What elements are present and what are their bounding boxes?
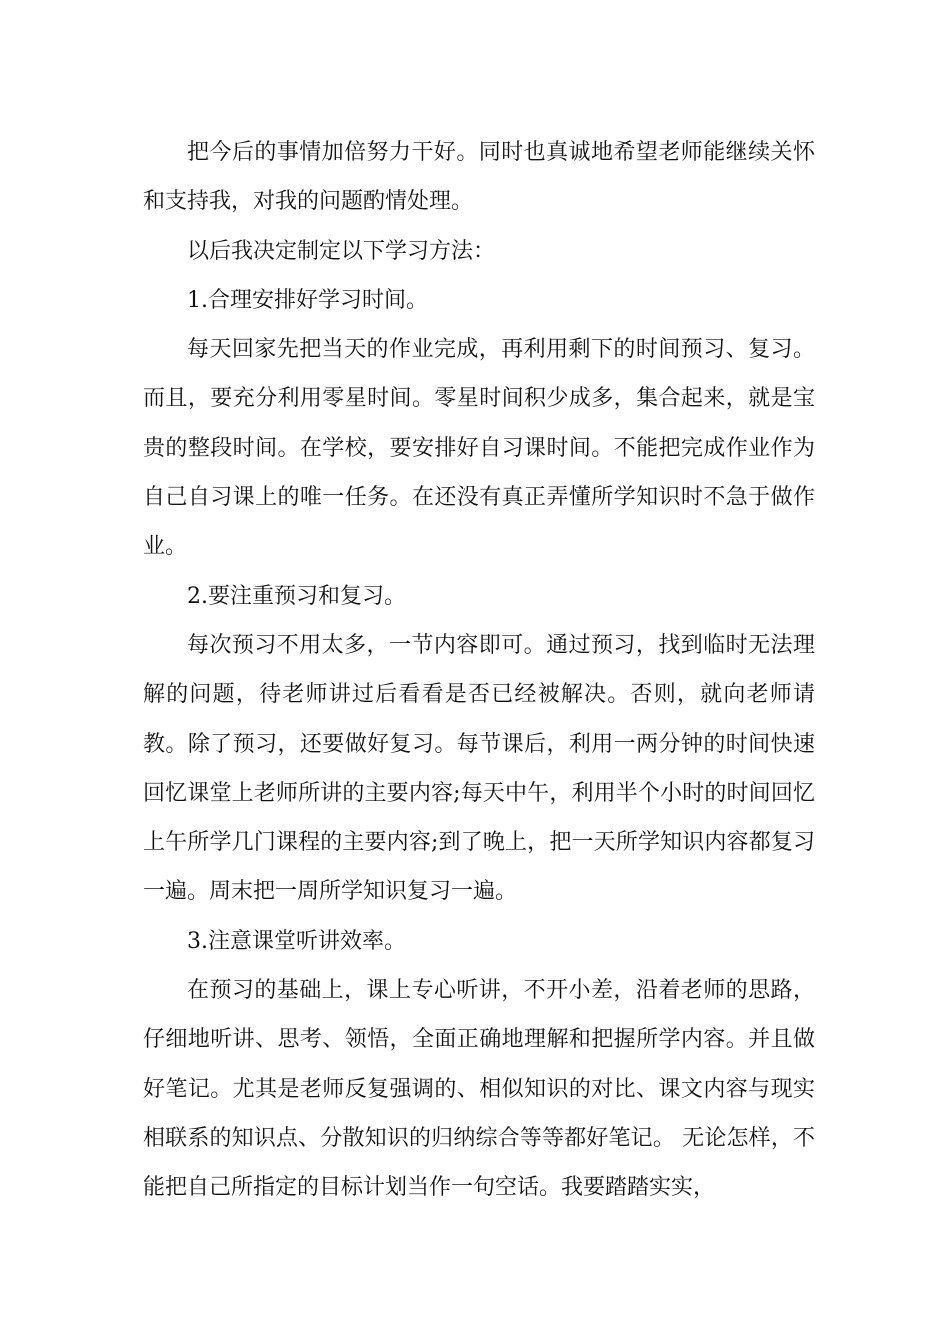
heading-method-1: 1.合理安排好学习时间。 [187,287,428,313]
heading-method-3: 3.注意课堂听讲效率。 [187,928,406,954]
paragraph-methods-intro: 以后我决定制定以下学习方法： [187,238,496,264]
paragraph-closing-request: 把今后的事情加倍努力干好。同时也真诚地希望老师能继续关怀和支持我，对我的问题酌情处理。 [143,140,815,215]
document-body [143,128,815,1213]
heading-method-2: 2.要注重预习和复习。 [187,583,406,609]
paragraph-method-1: 每天回家先把当天的作业完成，再利用剩下的时间预习、复习。而且，要充分利用零星时间。零星时间积少成多，集合起来，就是宝贵的整段时间。在学校，要安排好自习课时间。不能把完成作业作为自己自习课上的唯一任务。在还没有真正弄懂所学知识时不急于做作业。 [143,337,815,560]
paragraph-method-2: 每次预习不用太多，一节内容即可。通过预习，找到临时无法理解的问题，待老师讲过后看看是否已经被解决。否则，就向老师请教。除了预习，还要做好复习。每节课后，利用一两分钟的时间快速回忆课堂上老师所讲的主要内容;每天中午，利用半个小时的时间回忆上午所学几门课程的主要内容;到了晚上，把一天所学知识内容都复习一遍。周末把一周所学知识复习一遍。 [143,632,815,905]
paragraph-method-3: 在预习的基础上，课上专心听讲，不开小差，沿着老师的思路，仔细地听讲、思考、领悟，全面正确地理解和把握所学内容。并且做好笔记。尤其是老师反复强调的、相似知识的对比、课文内容与现实相联系的知识点、分散知识的归纳综合等等都好笔记。 无论怎样，不能把自己所指定的目标计划当作一句空话。我要踏踏实实， [143,978,815,1201]
